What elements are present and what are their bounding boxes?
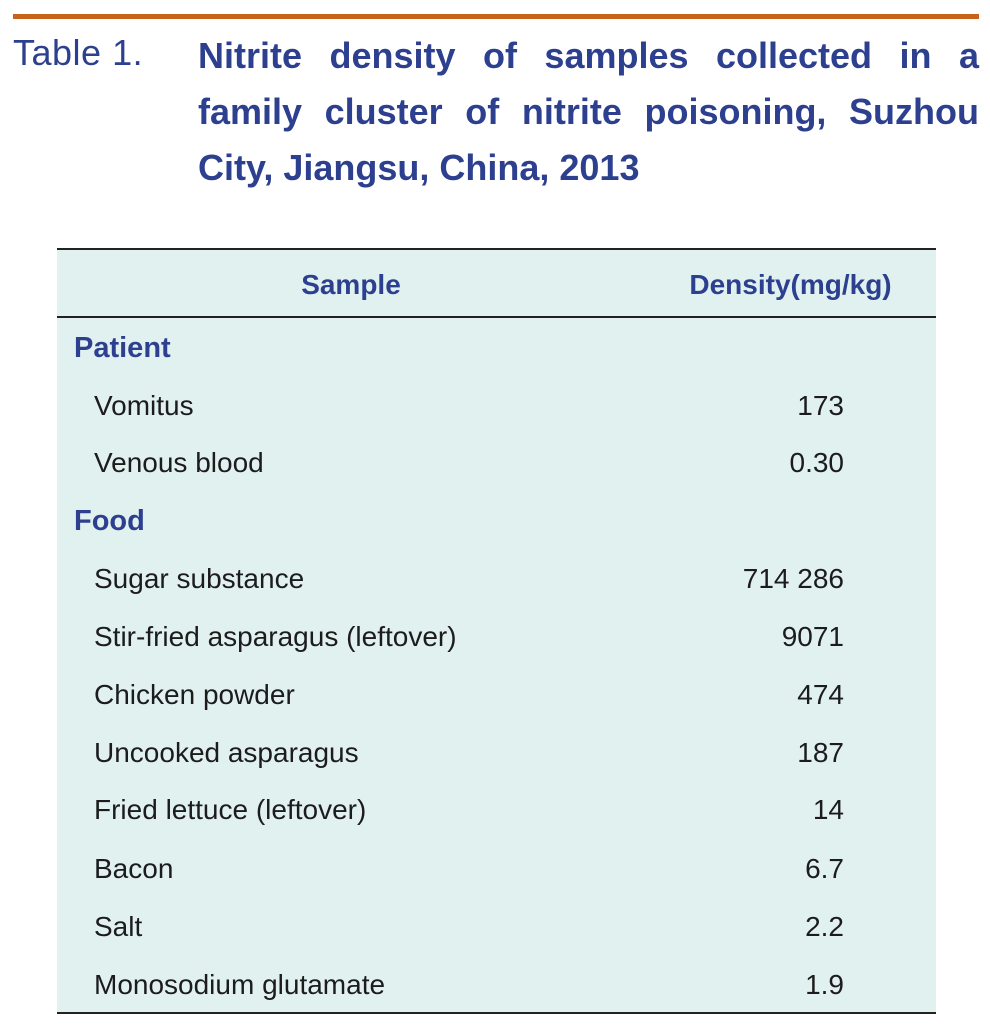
table-row-sample: Vomitus [94,390,194,421]
table-row-density: 714 286 [742,563,844,594]
table-row-density: 14 [812,794,844,825]
caption-title: Nitrite density of samples collected in a family cluster of nitrite poisoning, Suzhou City, Jiangsu, China, 2013 [198,35,979,188]
table-row-density: 9071 [781,621,844,652]
table-bottom-rule [57,1012,936,1014]
table-row-sample: Stir-fried asparagus (leftover) [94,621,457,652]
table-caption [13,28,979,188]
table-header-rule [57,316,936,318]
table-row-density: 0.30 [789,447,844,478]
table-row-density: 2.2 [805,911,844,942]
group-heading-food: Food [74,505,145,537]
table-row-sample: Venous blood [94,447,264,478]
column-header-sample: Sample [301,269,401,300]
top-accent-rule [13,14,979,19]
table-row-sample: Sugar substance [94,563,305,594]
table-row-density: 1.9 [805,969,844,1000]
table-row-sample: Uncooked asparagus [94,737,359,768]
table-row-sample: Fried lettuce (leftover) [94,794,367,825]
column-header-density: Density(mg/kg) [689,269,892,300]
group-heading-patient: Patient [74,332,171,364]
caption-label: Table 1. [13,32,144,73]
table-top-rule [57,248,936,250]
table-row-sample: Bacon [94,853,174,884]
table-row-density: 6.7 [805,853,844,884]
table-row-density: 474 [797,679,844,710]
table-row-sample: Monosodium glutamate [94,969,386,1000]
table-row-sample: Salt [94,911,143,942]
table-row-density: 173 [797,390,844,421]
table-row-sample: Chicken powder [94,679,295,710]
table-row-density: 187 [797,737,844,768]
